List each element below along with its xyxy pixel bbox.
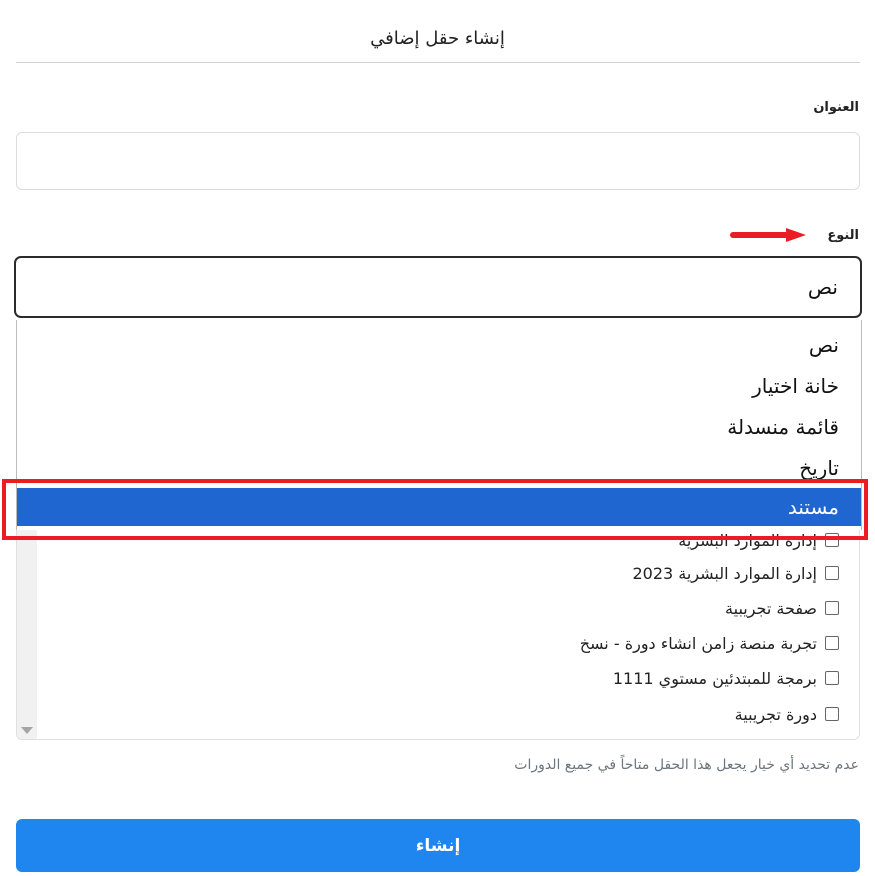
title-input[interactable] [16,132,860,190]
course-label: صفحة تجريبية [725,598,817,618]
create-button[interactable]: إنشاء [16,819,860,872]
option-date[interactable]: تاريخ [799,456,839,480]
title-label: العنوان [813,100,859,115]
course-label: دورة تجريبية [734,704,817,724]
checkbox[interactable] [825,566,839,580]
checkbox[interactable] [825,671,839,685]
course-label: تجربة منصة زامن انشاء دورة - نسخ [579,633,817,653]
option-dropdown[interactable]: قائمة منسدلة [727,415,839,439]
course-item[interactable] [678,528,839,552]
checkbox[interactable] [825,601,839,615]
type-select[interactable] [14,256,862,318]
course-item[interactable] [632,561,839,585]
option-checkbox[interactable]: خانة اختيار [752,374,839,398]
checkbox[interactable] [825,707,839,721]
checkbox[interactable] [825,636,839,650]
course-label: إدارة الموارد البشرية 2023 [632,563,817,583]
modal-title: إنشاء حقل إضافي [370,28,505,49]
option-text[interactable]: نص [808,333,839,357]
type-select-value: نص [807,275,838,299]
annotation-arrow-icon [730,228,806,242]
type-label: النوع [827,228,859,243]
type-dropdown-list [16,320,862,530]
course-item[interactable] [735,702,839,726]
scroll-down-icon[interactable] [21,727,33,734]
courses-hint: عدم تحديد أي خيار يجعل هذا الحقل متاحاً في جميع الدورات [514,757,859,773]
course-label: إدارة الموارد البشرية [678,530,817,550]
course-item[interactable] [725,596,839,620]
course-item[interactable] [580,631,839,655]
course-label: برمجة للمبتدئين مستوي 1111 [612,668,817,688]
title-divider [16,62,860,63]
option-document[interactable]: مستند [17,488,861,526]
checkbox[interactable] [825,533,839,547]
course-item[interactable] [613,666,839,690]
